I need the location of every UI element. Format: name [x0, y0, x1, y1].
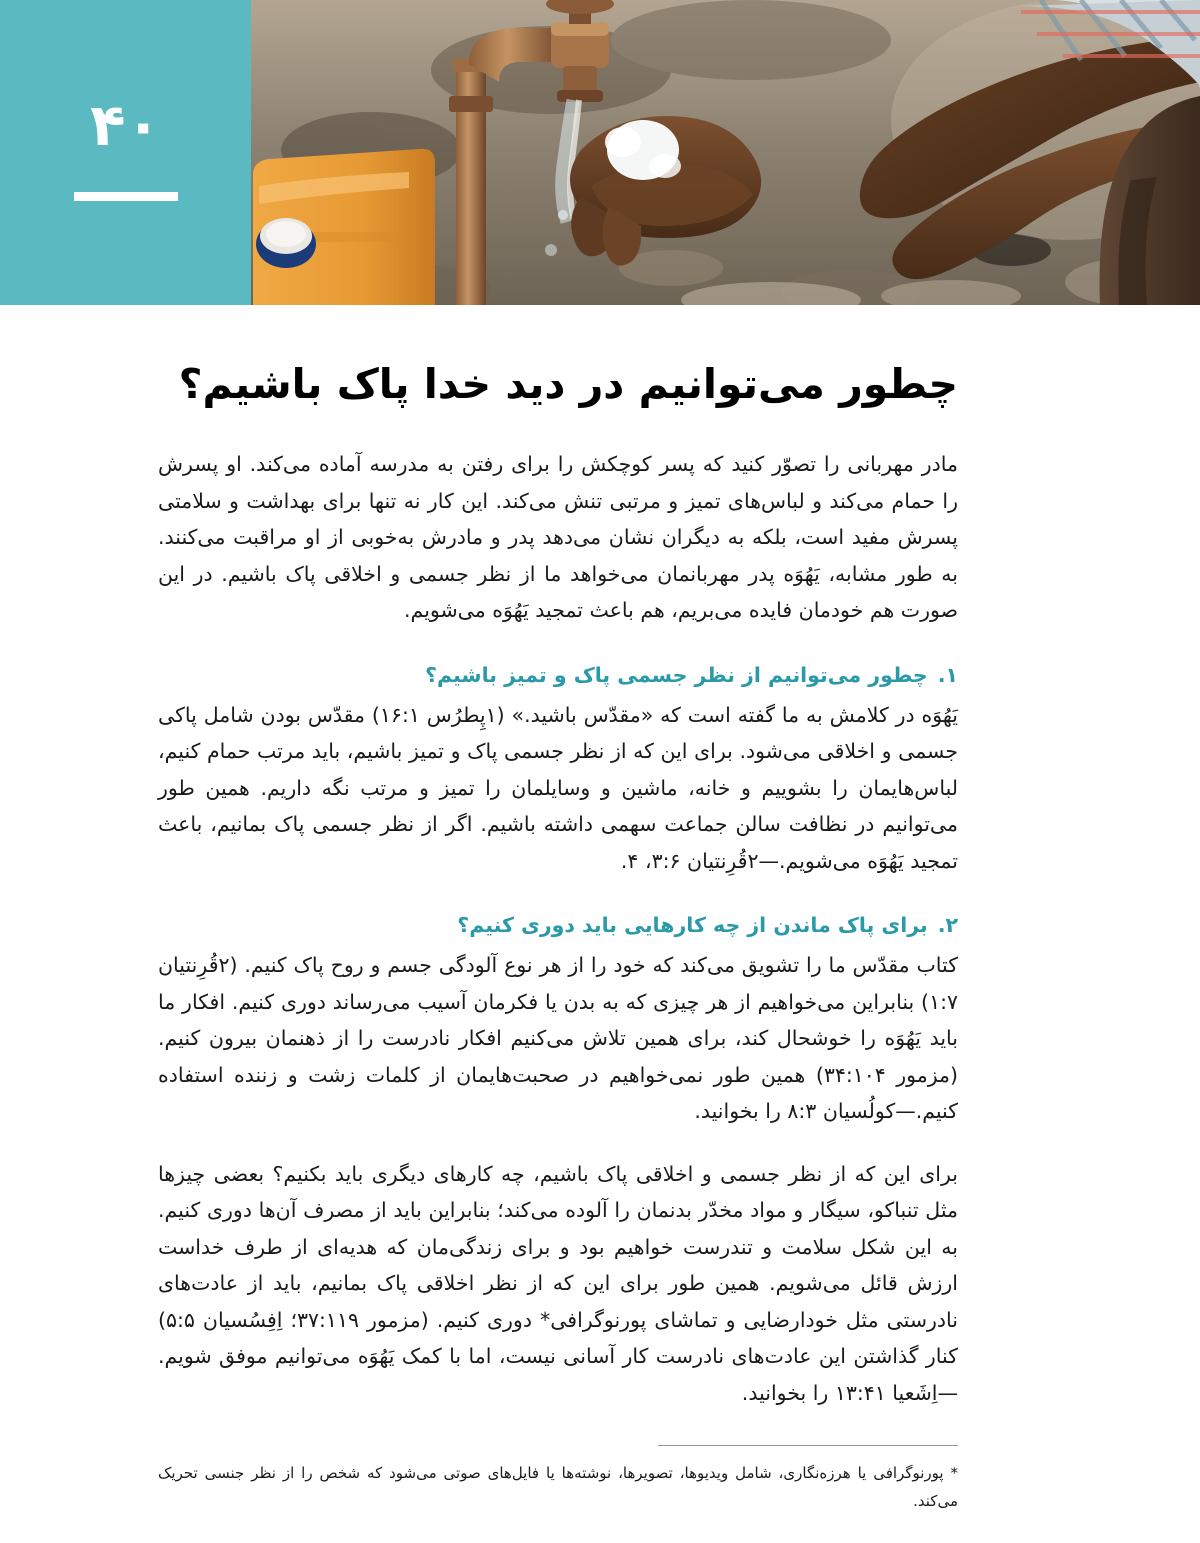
section-2-number: ۲. [937, 913, 958, 938]
section-1-number: ۱. [937, 662, 958, 687]
section-2 [158, 913, 958, 1411]
hands-washing-under-tap-icon [251, 0, 1200, 305]
section-2-question [158, 913, 958, 937]
section-2-question-text: برای پاک ماندن از چه کارهایی باید دوری کنیم؟ [457, 913, 928, 938]
footnote-divider [658, 1445, 958, 1446]
chapter-rule [74, 192, 178, 201]
section-1-question [158, 663, 958, 687]
section-2-paragraph-1: کتاب مقدّس ما را تشویق می‌کند که خود را از هر نوع آلودگی جسم و روح پاک کنیم. (۲قُرِنتیان ۱:۷) بنابراین می‌خواهیم از هر چیزی که به بدن یا فکرمان آسیب می‌رساند دوری کنیم. افکار ما باید یَهُوَه را خوشحال کند، برای همین تلاش می‌کنیم افکار نادرست را از ذهنمان بیرون کنیم. (مزمور ۳۴:۱۰۴) همین طور نمی‌خواهیم در صحبت‌هایمان از کلمات زشت و زننده استفاده کنیم.—کولُسیان ۸:۳ را بخوانید. [158, 953, 959, 1124]
section-1-question-text: چطور می‌توانیم از نظر جسمی پاک و تمیز باشیم؟ [425, 662, 928, 687]
page-title: چطور می‌توانیم در دید خدا پاک باشیم؟ [178, 360, 958, 408]
chapter-number: ۴۰ [90, 91, 161, 159]
section-2-paragraph-2: برای این که از نظر جسمی و اخلاقی پاک باشیم، چه کارهای دیگری باید بکنیم؟ بعضی چیزها مثل تنباکو، سیگار و مواد مخدّر بدنمان را آلوده می‌کند؛ بنابراین باید از مصرف آن‌ها دوری کنیم. به این شکل سلامت و تندرست خواهیم بود و برای زندگی‌مان که هدیه‌ای از طرف خداست ارزش قائل می‌شویم. همین طور برای این که از نظر اخلاقی پاک بمانیم، باید از عادت‌های نادرستی مثل خودارضایی و تماشای پورنوگرافی* دوری کنیم. (مزمور ۳۷:۱۱۹؛ اِفِسُسیان ۵:۵) کنار گذاشتن این عادت‌های نادرست کار آسانی نیست، اما با کمک یَهُوَه می‌توانیم موفق شویم.—اِشَعیا ۱۳:۴۱ را بخوانید. [158, 1161, 959, 1405]
page-banner [0, 0, 1200, 305]
footnote-text: * پورنوگرافی یا هرزه‌نگاری، شامل ویدیوها، تصویرها، نوشته‌ها یا فایل‌های صوتی می‌شود که شخص را از نظر جنسی تحریک می‌کند. [158, 1464, 958, 1510]
intro-paragraph: مادر مهربانی را تصوّر کنید که پسر کوچکش را برای رفتن به مدرسه آماده می‌کند. او پسرش را حمام می‌کند و لباس‌های تمیز و مرتبی تنش می‌کند. این کار نه تنها برای بهداشت و سلامتی پسرش مفید است، بلکه به دیگران نشان می‌دهد پدر و مادرش به‌خوبی از او مراقبت می‌کنند. به طور مشابه، یَهُوَه پدر مهربانمان می‌خواهد ما از نظر جسمی و اخلاقی پاک باشیم. در این صورت هم خودمان فایده می‌بریم، هم باعث تمجید یَهُوَه می‌شویم. [158, 452, 958, 623]
jerrycan-icon [253, 149, 435, 305]
section-1 [158, 663, 958, 879]
chapter-number-block [0, 0, 251, 305]
section-1-paragraph-1: یَهُوَه در کلامش به ما گفته است که «مقدّس باشید.» (۱پِطرُس ۱۶:۱) مقدّس بودن شامل پاکی جسمی و اخلاقی می‌شود. برای این که از نظر جسمی پاک و تمیز باشیم، باید مرتب حمام کنیم، لباس‌هایمان را بشوییم و خانه، ماشین و وسایلمان را تمیز و مرتب نگه داریم. همین طور می‌توانیم در نظافت سالن جماعت سهمی داشته باشیم. اگر از نظر جسمی پاک بمانیم، باعث تمجید یَهُوَه می‌شویم.—۲قُرِنتیان ۳:۶، ۴. [158, 702, 959, 873]
header-photo [251, 0, 1200, 305]
article-body [0, 305, 1200, 1516]
